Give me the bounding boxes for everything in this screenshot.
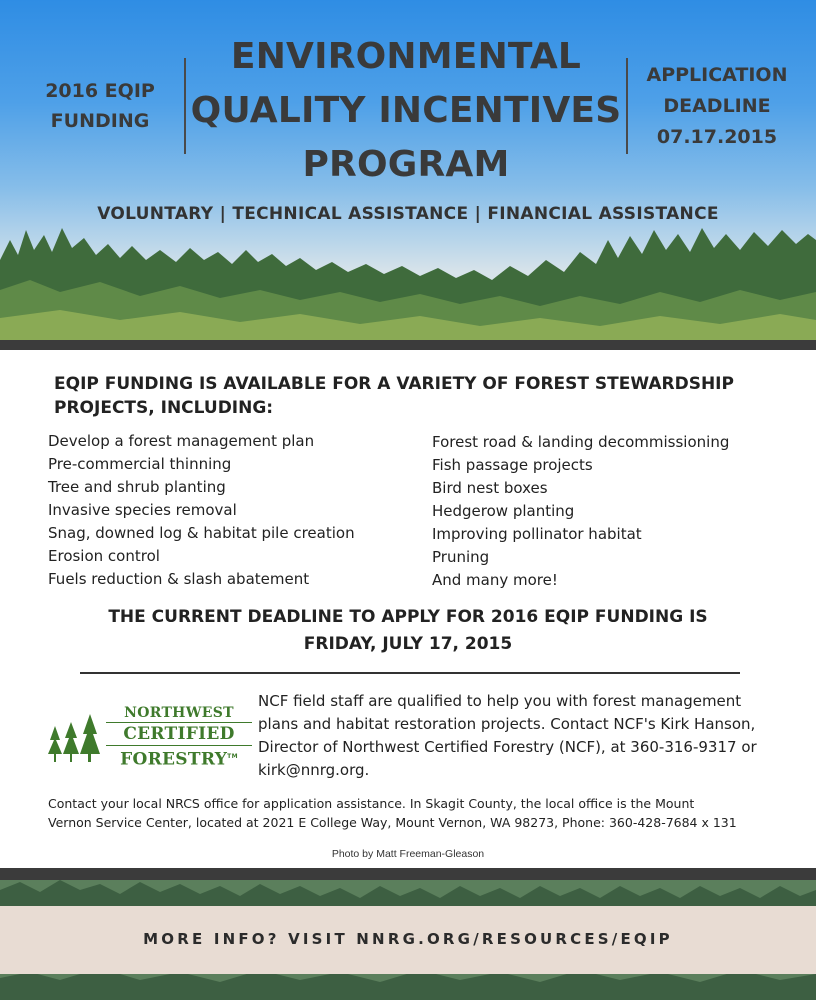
nrcs-line2: Vernon Service Center, located at 2021 E College Way, Mount Vernon, WA 98273, Phone: 360-428-7684 x 131 [48,815,737,830]
logo-line1: NORTHWEST [124,705,234,721]
intro-heading [54,372,774,420]
list-item: Improving pollinator habitat [432,525,642,543]
list-item: Hedgerow planting [432,502,575,520]
more-info-link[interactable]: MORE INFO? VISIT NNRG.ORG/RESOURCES/EQIP [143,930,673,948]
divider-right [626,58,628,154]
nrcs-contact-paragraph [48,794,788,832]
list-item: Snag, downed log & habitat pile creation [48,524,355,542]
list-item: Erosion control [48,547,160,565]
list-item: Develop a forest management plan [48,432,315,450]
deadline-notice-line1: THE CURRENT DEADLINE TO APPLY FOR 2016 EQIP FUNDING IS [108,607,708,627]
title-line1: ENVIRONMENTAL [230,36,582,77]
page-title [190,30,622,192]
hero-banner [0,0,816,340]
logo-line3 [106,746,252,771]
projects-list-left [48,430,355,591]
deadline-notice-date: FRIDAY, JULY 17, 2015 [303,634,513,654]
hero-divider-bar [0,340,816,350]
list-item: Pre-commercial thinning [48,455,232,473]
list-item: Tree and shrub planting [48,478,226,496]
ncf-line2: plans and habitat restoration projects. Contact NCF's Kirk Hanson, [258,715,756,733]
logo-line2: CERTIFIED [106,722,252,746]
ncf-email-line: kirk@nnrg.org. [258,761,370,779]
section-divider [80,672,740,674]
application-deadline-label [632,60,802,153]
deadline-line1: APPLICATION [646,64,788,86]
logo-wordmark [106,704,252,771]
list-item: Bird nest boxes [432,479,548,497]
trademark-mark: TM [227,753,238,760]
deadline-date: 07.17.2015 [656,126,778,148]
title-line3: PROGRAM [302,144,510,185]
list-item: Forest road & landing decommissioning [432,433,730,451]
ncf-logo [46,702,250,770]
tagline: VOLUNTARY | TECHNICAL ASSISTANCE | FINANCIAL ASSISTANCE [97,204,719,224]
list-item: Fish passage projects [432,456,593,474]
list-item: Invasive species removal [48,501,237,519]
ncf-contact-paragraph [258,690,798,782]
nrcs-line1: Contact your local NRCS office for application assistance. In Skagit County, the local office is the Mount [48,796,695,811]
list-item: Pruning [432,548,490,566]
projects-list-right [432,431,729,592]
tree-icon [46,710,104,762]
divider-left [184,58,186,154]
intro-line2: PROJECTS, INCLUDING: [54,398,274,418]
intro-line1: EQIP FUNDING IS AVAILABLE FOR A VARIETY OF FOREST STEWARDSHIP [54,374,734,394]
photo-credit: Photo by Matt Freeman-Gleason [331,848,485,860]
funding-year-line2: FUNDING [50,110,150,132]
deadline-notice [0,604,816,658]
deadline-line2: DEADLINE [663,95,771,117]
list-item: Fuels reduction & slash abatement [48,570,310,588]
funding-year-line1: 2016 EQIP [45,80,155,102]
ncf-line3: Director of Northwest Certified Forestry (NCF), at 360-316-9317 or [258,738,757,756]
funding-year-label [20,76,180,136]
title-line2: QUALITY INCENTIVES [190,90,622,131]
footer-divider-bar [0,868,816,880]
list-item: And many more! [432,571,558,589]
ncf-line1: NCF field staff are qualified to help you with forest management [258,692,742,710]
logo-line3-text: FORESTRY [120,749,228,770]
